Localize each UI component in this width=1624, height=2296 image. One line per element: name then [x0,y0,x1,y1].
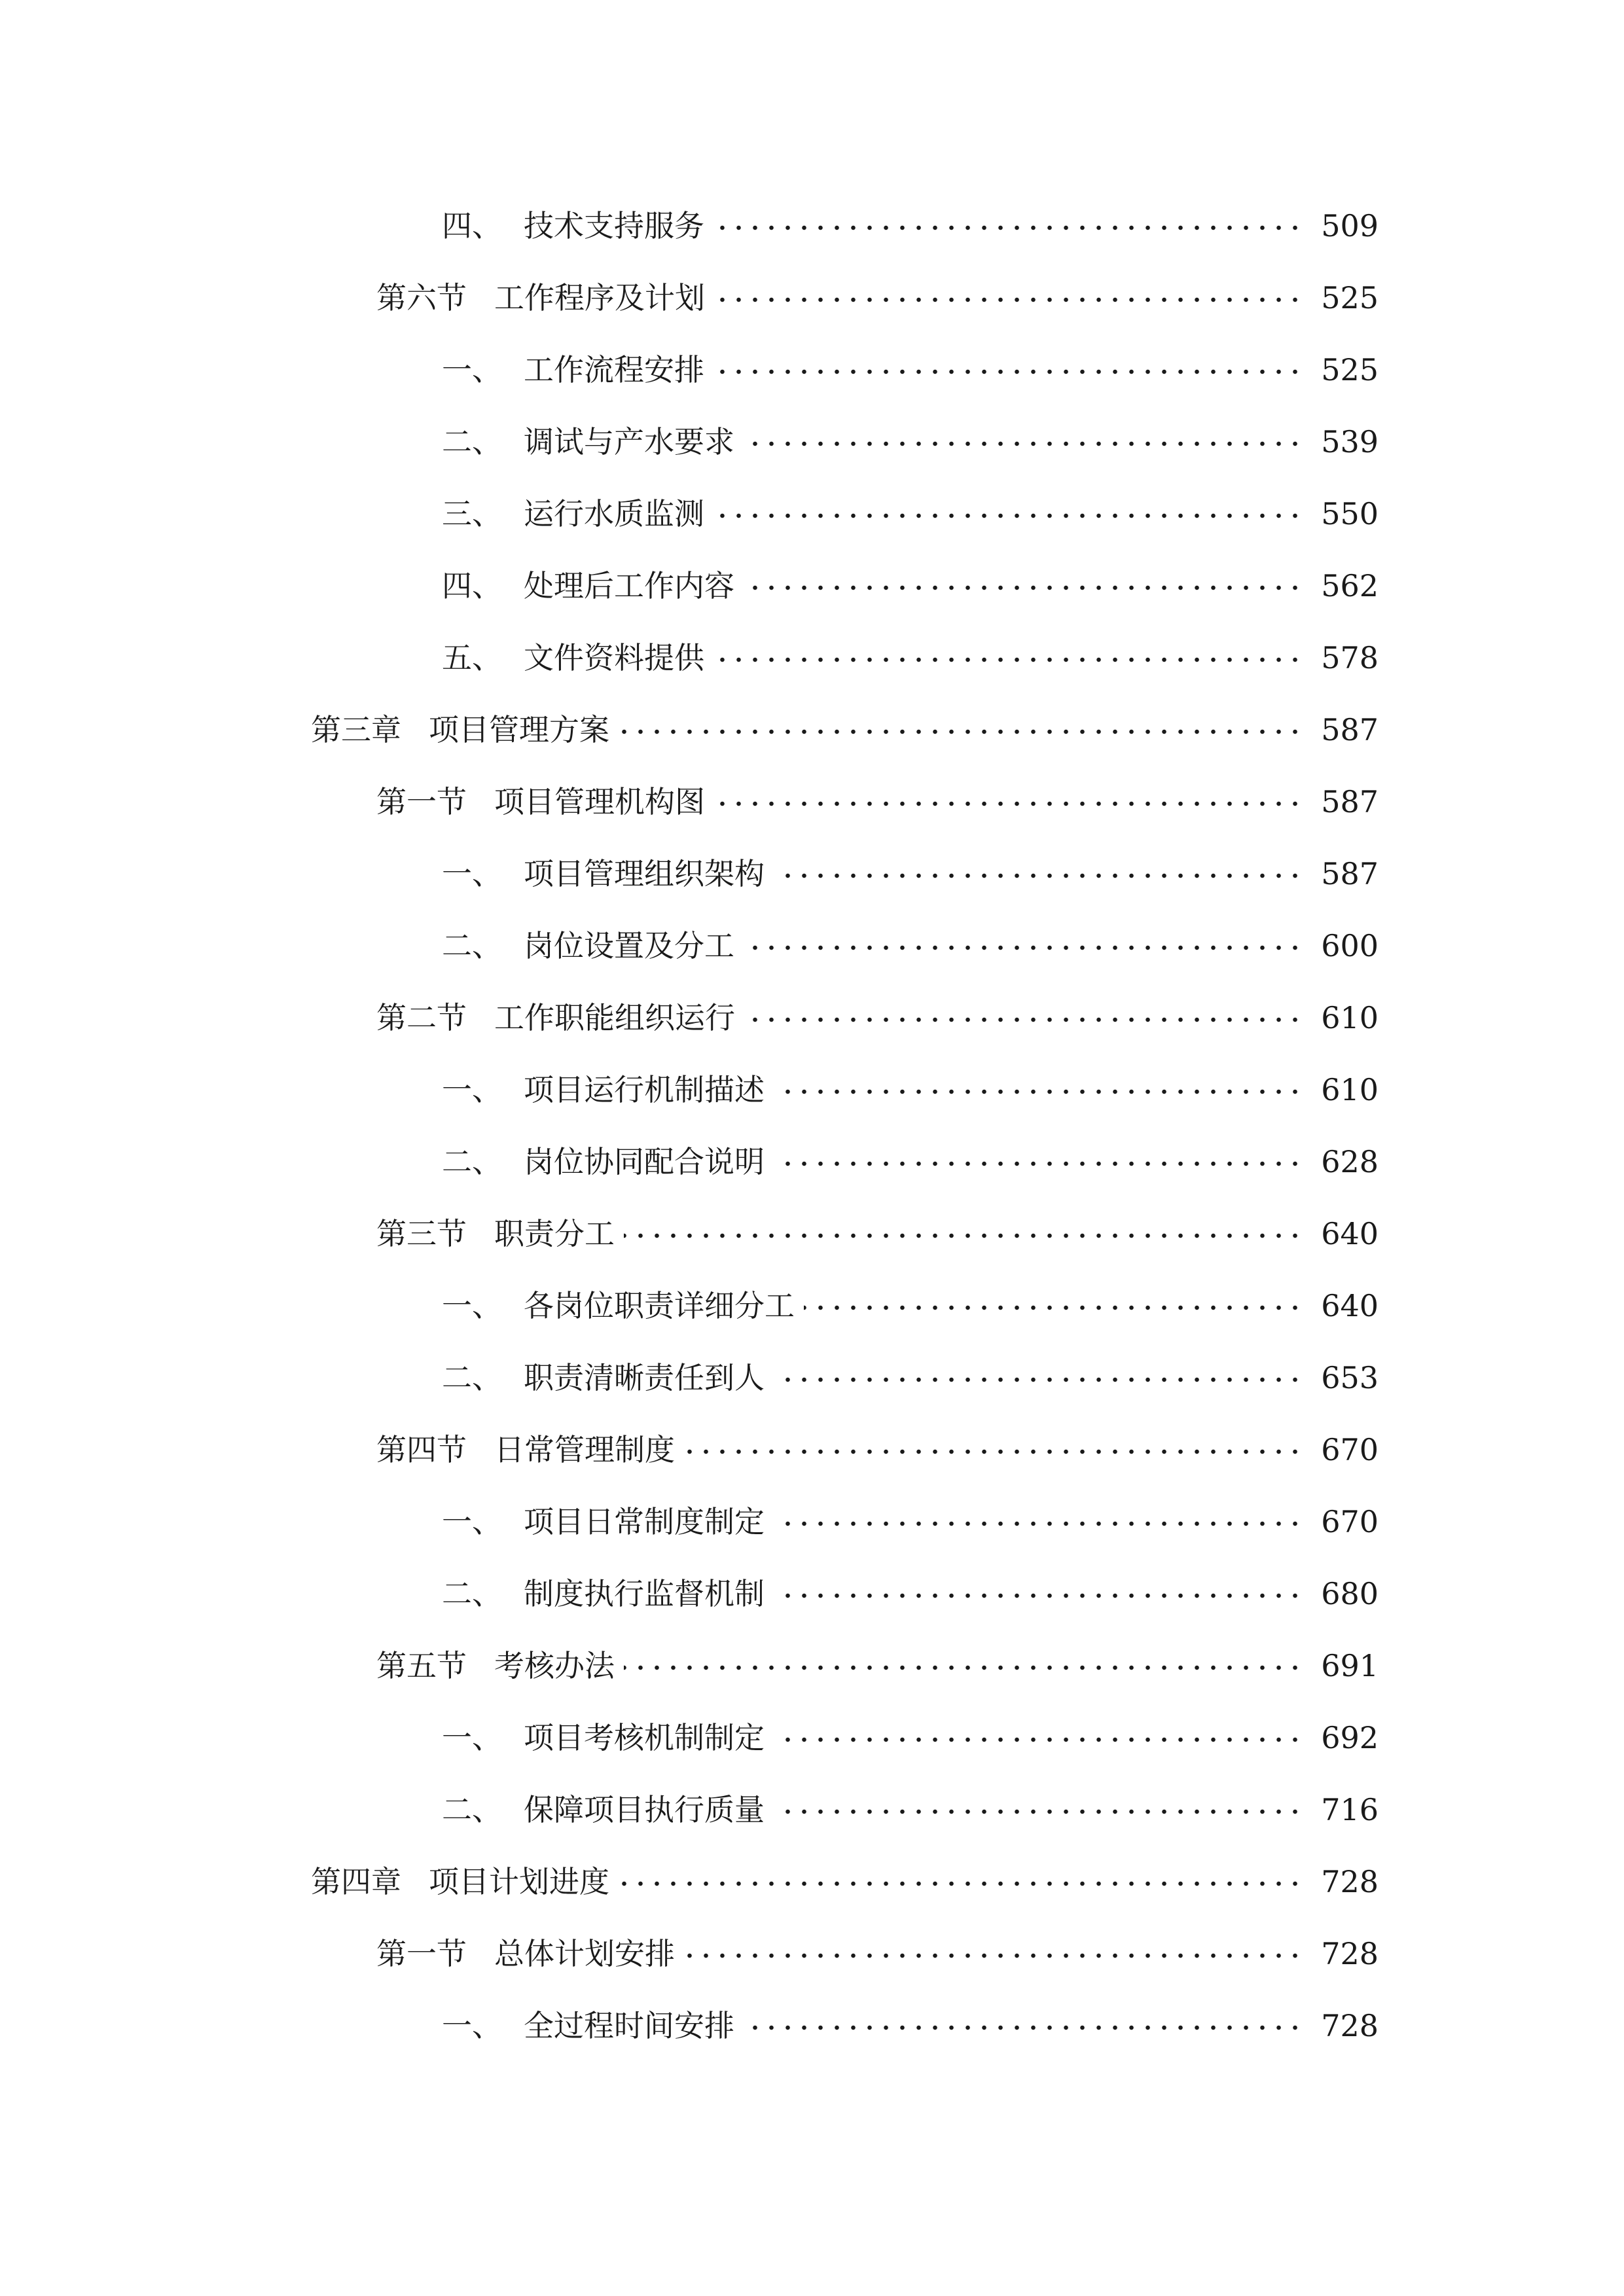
toc-dot-leader [713,365,1303,378]
toc-dot-leader [684,1949,1303,1962]
toc-entry-title: 项目考核机制制定 [524,1720,765,1755]
toc-page-number: 728 [1321,1936,1379,1971]
toc-page-number: 670 [1321,1504,1379,1539]
toc-entry-title: 工作程序及计划 [494,280,705,315]
toc-page-number: 640 [1321,1216,1379,1251]
toc-entry[interactable] [0,1270,1624,1342]
toc-entry-title: 调试与产水要求 [524,424,734,459]
toc-entry-number: 二、 [442,1576,502,1611]
toc-entry-number: 四、 [442,568,502,603]
toc-entry-number: 一、 [442,1504,502,1539]
toc-page-number: 600 [1321,928,1379,963]
toc-entry[interactable] [0,1630,1624,1702]
toc-entry-number: 第一节 [376,784,467,819]
toc-entry-number: 二、 [442,1360,502,1395]
toc-entry-number: 一、 [442,1072,502,1107]
toc-entry-number: 第三节 [376,1216,467,1251]
toc-entry[interactable] [0,1486,1624,1558]
toc-entry-number: 二、 [442,424,502,459]
toc-entry[interactable] [0,1846,1624,1918]
toc-entry[interactable] [0,982,1624,1054]
toc-entry-title: 工作流程安排 [524,352,704,387]
toc-dot-leader [774,1373,1303,1386]
toc-entry-title: 保障项目执行质量 [524,1792,765,1827]
toc-entry-title: 项目计划进度 [429,1864,609,1899]
toc-entry[interactable] [0,694,1624,766]
toc-entry-title: 考核办法 [494,1648,615,1683]
table-of-contents [0,190,1624,2062]
toc-dot-leader [774,1085,1303,1098]
toc-entry-title: 工作职能组织运行 [494,1000,735,1035]
toc-entry-number: 二、 [442,928,502,963]
toc-entry-number: 一、 [442,2008,502,2043]
toc-entry[interactable] [0,1918,1624,1990]
toc-entry-title: 文件资料提供 [524,640,704,675]
toc-dot-leader [684,1445,1303,1458]
toc-dot-leader [744,941,1303,954]
toc-page-number: 728 [1321,2008,1379,2043]
toc-entry-number: 一、 [442,352,502,387]
toc-entry[interactable] [0,478,1624,550]
toc-entry-number: 一、 [442,1288,502,1323]
toc-dot-leader [744,2021,1303,2034]
toc-dot-leader [744,581,1303,594]
toc-page-number: 628 [1321,1144,1379,1179]
toc-dot-leader [714,797,1303,810]
toc-dot-leader [774,869,1303,882]
toc-dot-leader [774,1733,1303,1746]
toc-entry[interactable] [0,262,1624,334]
toc-entry-title: 项目管理机构图 [494,784,705,819]
toc-entry-number: 第四章 [311,1864,401,1899]
toc-dot-leader [774,1157,1303,1170]
toc-dot-leader [713,653,1303,666]
toc-page-number: 562 [1321,568,1379,603]
toc-page-number: 525 [1321,352,1379,387]
toc-entry[interactable] [0,838,1624,910]
toc-page-number: 610 [1321,1072,1379,1107]
toc-entry-title: 各岗位职责详细分工 [524,1288,795,1323]
toc-page-number: 692 [1321,1720,1379,1755]
toc-page-number: 640 [1321,1288,1379,1323]
toc-dot-leader [619,1877,1303,1890]
toc-dot-leader [619,725,1303,738]
toc-page-number: 578 [1321,640,1379,675]
toc-entry[interactable] [0,766,1624,838]
toc-entry[interactable] [0,1054,1624,1126]
toc-entry-title: 岗位设置及分工 [524,928,734,963]
toc-entry-number: 第六节 [376,280,467,315]
toc-entry[interactable] [0,1198,1624,1270]
toc-entry-number: 一、 [442,1720,502,1755]
toc-entry-title: 项目日常制度制定 [524,1504,765,1539]
toc-entry[interactable] [0,406,1624,478]
toc-page-number: 716 [1321,1792,1379,1827]
toc-dot-leader [714,293,1303,306]
toc-entry[interactable] [0,1774,1624,1846]
toc-entry-number: 三、 [442,496,502,531]
toc-page-number: 525 [1321,280,1379,315]
toc-entry-title: 总体计划安排 [494,1936,675,1971]
toc-entry[interactable] [0,190,1624,262]
toc-entry[interactable] [0,550,1624,622]
toc-dot-leader [713,509,1303,522]
toc-entry-title: 制度执行监督机制 [524,1576,765,1611]
toc-dot-leader [713,221,1303,234]
toc-entry[interactable] [0,910,1624,982]
toc-dot-leader [744,437,1303,450]
toc-entry[interactable] [0,334,1624,406]
toc-page-number: 509 [1321,208,1379,243]
toc-entry-number: 二、 [442,1792,502,1827]
toc-entry-title: 项目管理方案 [429,712,609,747]
toc-entry[interactable] [0,1990,1624,2062]
toc-entry-number: 第五节 [376,1648,467,1683]
toc-entry-number: 第二节 [376,1000,467,1035]
toc-entry[interactable] [0,1342,1624,1414]
toc-entry-number: 第四节 [376,1432,467,1467]
toc-entry-title: 处理后工作内容 [524,568,734,603]
toc-dot-leader [804,1301,1303,1314]
toc-entry-title: 日常管理制度 [494,1432,675,1467]
toc-dot-leader [774,1589,1303,1602]
toc-page-number: 610 [1321,1000,1379,1035]
toc-entry-title: 职责分工 [494,1216,615,1251]
toc-entry-number: 第三章 [311,712,401,747]
toc-entry-title: 技术支持服务 [524,208,704,243]
toc-dot-leader [744,1013,1303,1026]
toc-entry-title: 项目运行机制描述 [524,1072,765,1107]
toc-page-number: 728 [1321,1864,1379,1899]
toc-page-number: 587 [1321,856,1379,891]
toc-entry[interactable] [0,1702,1624,1774]
toc-page-number: 539 [1321,424,1379,459]
toc-page-number: 653 [1321,1360,1379,1395]
toc-entry[interactable] [0,1558,1624,1630]
toc-entry-title: 岗位协同配合说明 [524,1144,765,1179]
toc-page-number: 670 [1321,1432,1379,1467]
toc-entry-title: 运行水质监测 [524,496,704,531]
toc-entry-title: 职责清晰责任到人 [524,1360,765,1395]
toc-dot-leader [624,1661,1303,1674]
toc-entry-title: 全过程时间安排 [524,2008,734,2043]
toc-entry-title: 项目管理组织架构 [524,856,765,891]
toc-page-number: 680 [1321,1576,1379,1611]
toc-page-number: 550 [1321,496,1379,531]
toc-entry-number: 一、 [442,856,502,891]
toc-page-number: 691 [1321,1648,1379,1683]
toc-page-number: 587 [1321,784,1379,819]
toc-entry[interactable] [0,1414,1624,1486]
toc-entry-number: 五、 [442,640,502,675]
toc-dot-leader [774,1517,1303,1530]
toc-dot-leader [774,1805,1303,1818]
toc-dot-leader [624,1229,1303,1242]
toc-entry[interactable] [0,622,1624,694]
toc-entry-number: 二、 [442,1144,502,1179]
toc-entry-number: 第一节 [376,1936,467,1971]
toc-page-number: 587 [1321,712,1379,747]
toc-entry[interactable] [0,1126,1624,1198]
toc-entry-number: 四、 [442,208,502,243]
